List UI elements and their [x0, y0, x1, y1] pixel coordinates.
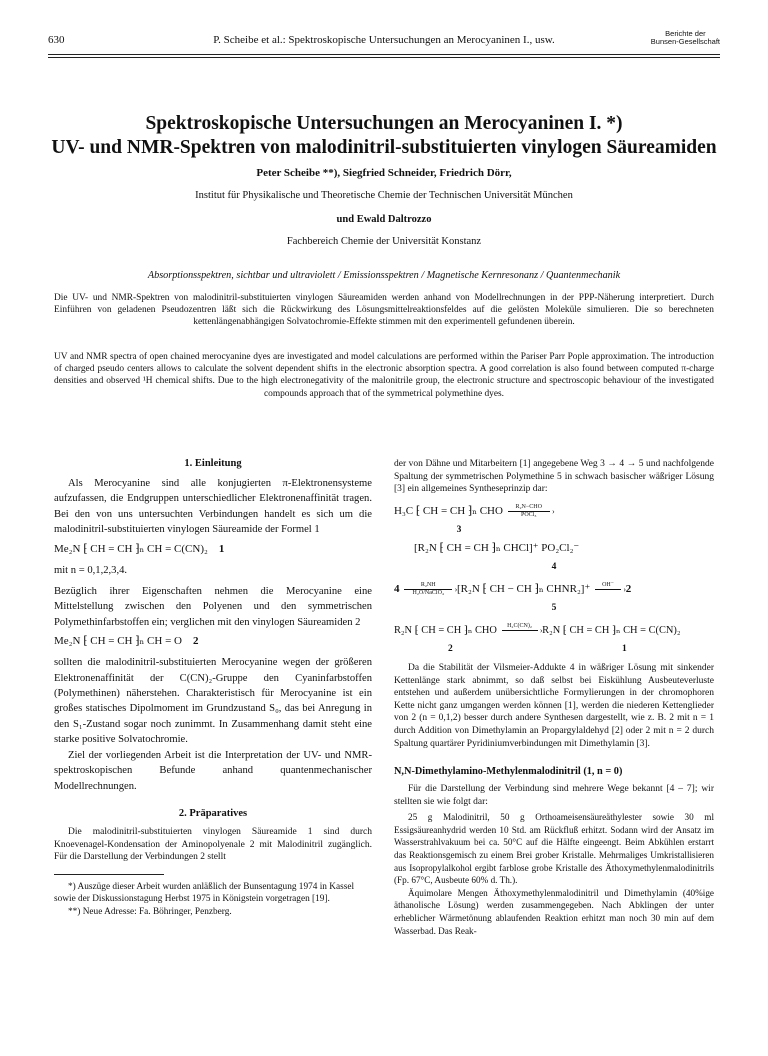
- compound-number-3: 3: [456, 524, 462, 535]
- reaction-arrow-icon: [506, 503, 555, 519]
- article-title-line2: UV- und NMR-Spektren von malodinitril-substituierten vinylogen Säureamiden: [51, 137, 717, 158]
- scheme-step-2: [394, 541, 714, 556]
- journal-name: [651, 30, 720, 46]
- journal-name-line2: Bunsen-Gesellschaft: [650, 37, 720, 46]
- arrow-head-icon: ›: [552, 506, 555, 516]
- abstract-english: UV and NMR spectra of open chained merocyanine dyes are investigated and model calculations are performed within the Pariser Parr Pople approximation. The introduction of charged pseudo centers allows to calculate the solvent dependent shifts in the electronic absorption spectra. A good correlation is also found between computed π-charge densities and observed ¹H chemical shifts. Due to the high electronegativity of the malonitrile group, the electronic structure and spectroscopic behaviour of the investigated compounds approach that of the symmetrical polymethine dyes.: [54, 352, 714, 399]
- page-header: [48, 30, 720, 52]
- arrow-head-icon: ›: [623, 584, 627, 594]
- paragraph: sollten die malodinitril-substituierten Merocyanine wegen der größeren Elektronenaffinität der C(CN)₂-Gruppe den Cyaninfarbstoffen (Polymethinen) näherstehen. Charakteristisch für Merocyanine ist ein großes statisches Dipolmoment im Grundzustand S₀, das bei Anregung in den S₁-Zustand sogar noch zunimmt. In Zusammenhang damit steht eine starke positive Solvatochromie.: [54, 657, 372, 746]
- paragraph: Als Merocyanine sind alle konjugierten π-Elektronensysteme aufzufassen, die Endgruppen unterschiedlicher Elektronenaffinität tragen. Bei den von uns untersuchten Verbindungen handelt es sich um die malodinitril-substituierten vinylogen Säureamide der Formel 1: [54, 478, 372, 536]
- paragraph: Ziel der vorliegenden Arbeit ist die Interpretation der UV- und NMR-spektroskopischen Befunde anhand quantenmechanischer Modellrechnungen.: [54, 749, 372, 792]
- keywords: Absorptionsspektren, sichtbar und ultraviolett / Emissionsspektren / Magnetische Kernresonanz / Quantenmechanik: [147, 270, 621, 281]
- compound-number-5: 5: [551, 602, 557, 613]
- reaction-arrow-icon: [593, 581, 627, 597]
- paragraph: der von Dähne und Mitarbeitern [1] angegebene Weg 3 → 4 → 5 und nachfolgende Spaltung der symmetrischen Polymethine 5 in schwach basischer wäßriger Lösung [3] ein allgemeines Syntheseprinzip dar:: [394, 459, 714, 495]
- header-rule: [48, 54, 720, 55]
- authors: Peter Scheibe **), Siegfried Schneider, Friedrich Dörr,: [256, 167, 512, 179]
- scheme-compound-2: R₂N ⁅ CH = CH ⁆ₙ CHO: [394, 624, 497, 636]
- scheme-step-4: [394, 623, 714, 638]
- reaction-arrow-icon: [500, 622, 543, 638]
- formula-1: [54, 542, 372, 557]
- formula-2-number: 2: [192, 635, 199, 648]
- paragraph: 25 g Malodinitril, 50 g Orthoameisensäureäthylester sowie 30 ml Essigsäureanhydrid werden 10 Std. am Rückfluß erhitzt. Sodann wird der Ansatz im Wasserstrahlvakuum bei ca. 50°C auf die Hälfte eingeengt. Beim Abkühlen erstarrt das Reaktionsgemisch zu einem Brei grober Kristalle. Mehrmaliges Umkristallisieren aus Isopropylalkohol ergibt farblose grobe Kristalle des Äthoxymethylenmalodinitrils (Fp. 67°C, Ausbeute 60% d. Th.).: [394, 812, 714, 886]
- right-column: [394, 458, 714, 937]
- reagent-label: R₂N−CHO: [515, 503, 542, 510]
- article-title-line1: Spektroskopische Untersuchungen an Merocyaninen I. *): [145, 113, 623, 134]
- article-title: [48, 112, 720, 160]
- footnote-1: *) Auszüge dieser Arbeit wurden anläßlich der Bunsentagung 1974 in Kassel sowie der Diskussionstagung Herbst 1975 in Königstein vorgetragen [19].: [54, 881, 355, 904]
- formula-1-expression: Me₂N ⁅ CH = CH ⁆ₙ CH = C(CN)₂: [54, 542, 208, 555]
- running-title: P. Scheibe et al.: Spektroskopische Untersuchungen an Merocyaninen I., usw.: [213, 34, 555, 46]
- scheme-product-2: 2: [625, 582, 632, 595]
- reagent-label: OH⁻: [602, 581, 614, 588]
- formula-2-expression: Me₂N ⁅ CH = CH ⁆ₙ CH = O: [54, 635, 182, 648]
- compound-number-2: 2: [448, 643, 453, 654]
- page-number: 630: [48, 34, 65, 46]
- arrow-head-icon: ›: [539, 625, 543, 635]
- paragraph: Bezüglich ihrer Eigenschaften nehmen die Merocyanine eine Mittelstellung zwischen den Polyenen und den symmetrischen Polymethinfarbstoffen ein; verglichen mit den vinylogen Säureamiden 2: [54, 586, 372, 628]
- scheme-compound-3: H₃C ⁅ CH = CH ⁆ₙ CHO: [394, 504, 503, 517]
- scheme-start-4: 4: [394, 582, 400, 595]
- affiliation-munich: Institut für Physikalische und Theoretische Chemie der Technischen Universität München: [195, 190, 573, 201]
- reagent-label: H₂C(CN)₂: [507, 622, 532, 629]
- paragraph: Die malodinitril-substituierten vinylogen Säureamide 1 sind durch Knoevenagel-Kondensation der Aminopolyenale 2 mit Malodinitril zugänglich. Für die Darstellung der Verbindungen 2 stellt: [54, 826, 372, 863]
- scheme-compound-5: [R₂N ⁅ CH − CH ⁆ₙ CHNR₂]⁺: [457, 582, 591, 595]
- header-rule-second: [48, 57, 720, 58]
- paragraph: Äquimolare Mengen Äthoxymethylenmalodinitril und Dimethylamin (40%ige äthanolische Lösung) werden zusammengegeben. Nach Abklingen der unter erheblicher Wärmetönung ablaufenden Reaktion erhitzt man noch 30 min auf dem Wasserbad. Das Reak-: [394, 887, 714, 936]
- paragraph: Da die Stabilität der Vilsmeier-Addukte 4 in wäßriger Lösung mit sinkender Kettenlänge stark abnimmt, so daß selbst bei Eiskühlung Ausbeuteverluste entstehen und außerdem unübersichtliche Formylierungen in der chromophoren Kette nicht ganz umgangen werden können [1], werden die niederen Kettenglieder von 2 (n = 0,1,2) besser durch andere Synthesen dargestellt, wie z. B. 2 mit n = 1 durch Addition von Dimethylamin an Propargylaldehyd [2] oder 2 mit n = 2 durch Spaltung quartärer Pyridiniumverbindungen mit Dimethylamin [3].: [394, 662, 714, 749]
- footnote-rule: [54, 874, 164, 875]
- formula-2: [54, 634, 372, 649]
- reagent-label: H₂O/NaClO₄: [412, 589, 444, 596]
- reaction-arrow-icon: [402, 581, 458, 597]
- footnote-2: **) Neue Adresse: Fa. Böhringer, Penzberg.: [68, 906, 232, 917]
- left-column: [54, 458, 372, 919]
- compound-number-4: 4: [551, 561, 557, 572]
- reagent-label: R₂NH: [420, 581, 436, 588]
- section-title-praeparatives: 2. Präparatives: [178, 807, 248, 819]
- scheme-step-3: [394, 582, 714, 597]
- scheme-step-1: [394, 504, 714, 519]
- scheme-step-4-numbers: [394, 644, 714, 656]
- formula-1-number: 1: [218, 542, 225, 555]
- additional-author: und Ewald Daltrozzo: [336, 214, 432, 225]
- reagent-label: POCl₃: [520, 511, 537, 518]
- subsection-title: N,N-Dimethylamino-Methylenmalodinitril (1, n = 0): [394, 766, 623, 778]
- compound-number-1: 1: [622, 643, 627, 654]
- scheme-compound-4: [R₂N ⁅ CH = CH ⁆ₙ CHCl]⁺ PO₂Cl₂⁻: [414, 541, 580, 554]
- section-title-einleitung: 1. Einleitung: [184, 458, 242, 469]
- affiliation-konstanz: Fachbereich Chemie der Universität Konstanz: [286, 236, 482, 247]
- journal-name-line1: Berichte der: [665, 29, 706, 38]
- arrow-head-icon: ›: [454, 584, 458, 594]
- paragraph: mit n = 0,1,2,3,4.: [54, 564, 128, 576]
- paragraph: Für die Darstellung der Verbindung sind mehrere Wege bekannt [4 – 7]; wir stellten sie wie folgt dar:: [394, 784, 714, 807]
- abstract-german: Die UV- und NMR-Spektren von malodinitril-substituierten vinylogen Säureamiden werden anhand von Modellrechnungen in der PPP-Näherung interpretiert. Durch Einführen von geladenen Pseudozentren läßt sich die Rückwirkung des Lösungsmittelreaktionsfeldes auf die gelösten Moleküle simulieren. Die so berechneten kettenlängenabhängigen Solvatochromie-Effekte stimmen mit den experimentell gefundenen überein.: [54, 293, 714, 328]
- scheme-compound-1: R₂N ⁅ CH = CH ⁆ₙ CH = C(CN)₂: [542, 624, 681, 636]
